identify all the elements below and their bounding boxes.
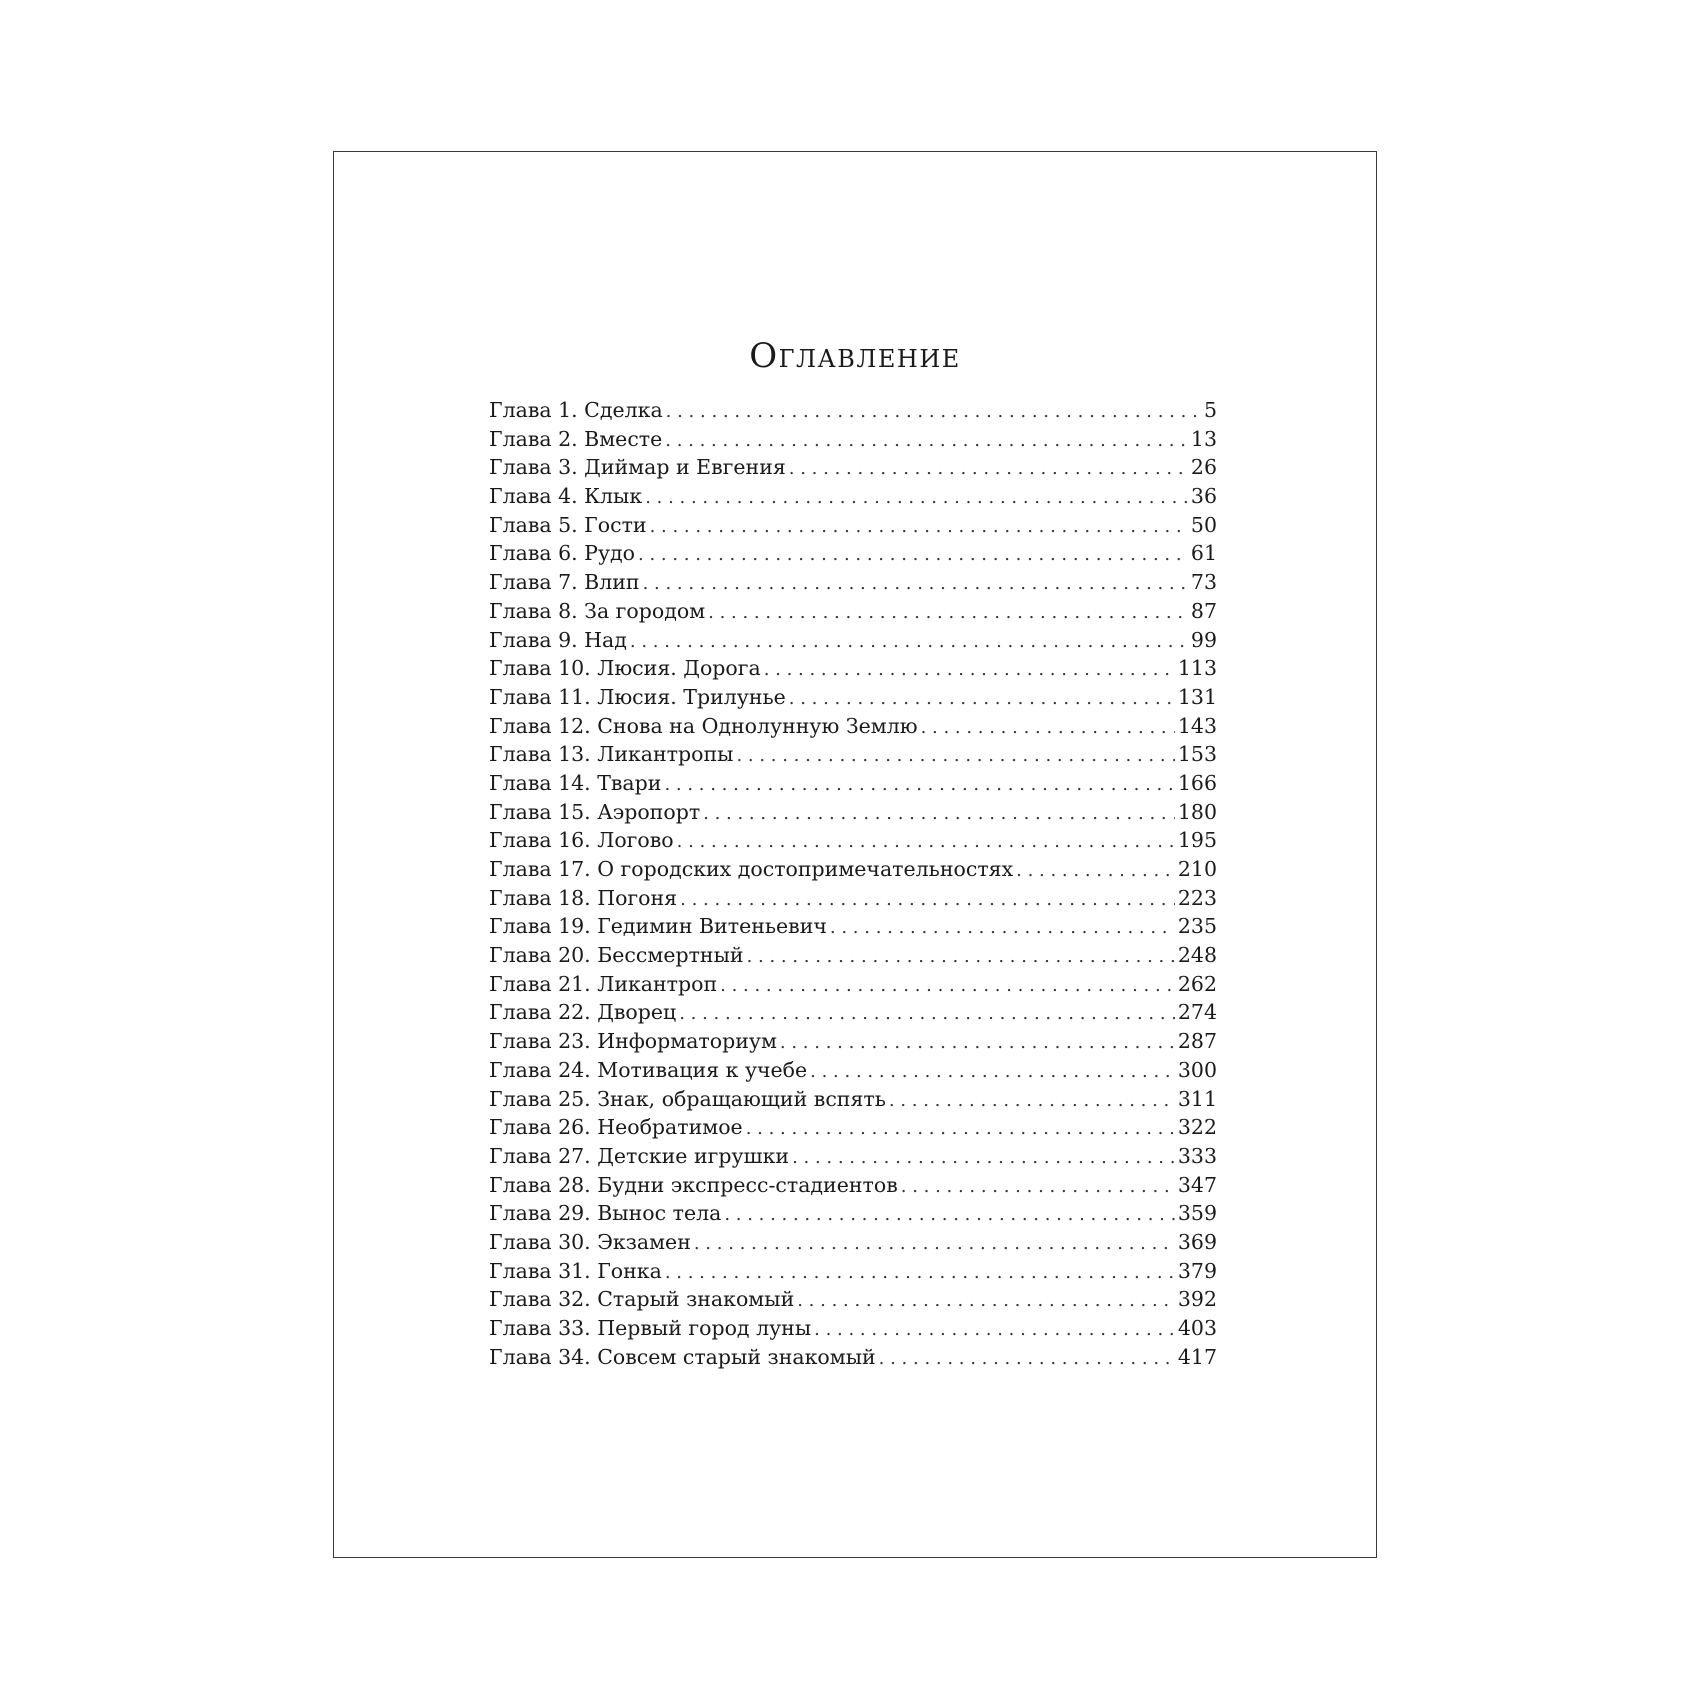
toc-entry-title: Глава 12. Снова на Однолунную Землю (489, 713, 918, 738)
toc-entry-page-number: 262 (1177, 971, 1217, 996)
toc-dot-leader (789, 458, 1188, 479)
toc-entry-title: Глава 15. Аэропорт (489, 799, 701, 824)
toc-entry (489, 742, 1217, 771)
toc-entry-title: Глава 10. Люсия. Дорога (489, 656, 761, 681)
toc-entry-title: Глава 27. Детские игрушки (489, 1143, 790, 1168)
toc-entry (489, 656, 1217, 685)
toc-entry (489, 1230, 1217, 1259)
toc-entry-page-number: 359 (1177, 1201, 1217, 1226)
toc-entry (489, 1029, 1217, 1058)
toc-entry-page-number: 13 (1190, 426, 1217, 451)
toc-entry-page-number: 5 (1203, 398, 1217, 422)
toc-entry (489, 455, 1217, 484)
toc-entry-page-number: 195 (1177, 828, 1217, 853)
toc-entry-title: Глава 29. Вынос тела (489, 1201, 722, 1226)
toc-entry (489, 1087, 1217, 1116)
toc-entry-page-number: 417 (1177, 1344, 1217, 1369)
toc-dot-leader (780, 1032, 1175, 1053)
toc-entry (489, 714, 1217, 743)
toc-dot-leader (650, 516, 1188, 537)
toc-dot-leader (746, 1118, 1175, 1139)
toc-entry-title: Глава 23. Информаториум (489, 1029, 777, 1054)
toc-entry-page-number: 403 (1177, 1316, 1217, 1340)
toc-dot-leader (879, 1348, 1175, 1369)
toc-entry-page-number: 274 (1177, 1000, 1217, 1025)
toc-dot-leader (645, 487, 1188, 508)
book-page (333, 151, 1377, 1558)
toc-dot-leader (679, 1003, 1175, 1024)
toc-entry-title: Глава 7. Влип (489, 570, 640, 595)
toc-entry (489, 800, 1217, 829)
toc-entry (489, 484, 1217, 513)
toc-entry-page-number: 143 (1177, 713, 1217, 738)
toc-entry-page-number: 210 (1177, 857, 1217, 881)
toc-entry-title: Глава 5. Гости (489, 512, 647, 537)
toc-entry (489, 828, 1217, 857)
toc-dot-leader (630, 631, 1188, 652)
toc-entry-title: Глава 1. Сделка (489, 398, 663, 422)
toc-dot-leader (664, 774, 1174, 795)
toc-entry (489, 857, 1217, 886)
toc-entry (489, 1201, 1217, 1230)
toc-entry (489, 1000, 1217, 1029)
toc-entry-title: Глава 4. Клык (489, 484, 643, 509)
toc-entry-page-number: 322 (1177, 1115, 1217, 1140)
toc-dot-leader (720, 975, 1175, 996)
toc-dot-leader (694, 1233, 1175, 1254)
toc-entry-title: Глава 22. Дворец (489, 1000, 677, 1025)
toc-entry-page-number: 26 (1190, 455, 1217, 480)
toc-dot-leader (665, 430, 1188, 451)
toc-entry-page-number: 287 (1177, 1029, 1217, 1054)
toc-entry-title: Глава 20. Бессмертный (489, 943, 744, 968)
page-title: Оглавление (749, 336, 961, 376)
toc-entry-title: Глава 26. Необратимое (489, 1115, 743, 1140)
toc-entry-title: Глава 33. Первый город луны (489, 1316, 812, 1340)
toc-dot-leader (703, 803, 1175, 824)
toc-entry-title: Глава 8. За городом (489, 598, 706, 623)
table-of-contents (489, 398, 1217, 1373)
toc-entry (489, 628, 1217, 657)
toc-entry (489, 972, 1217, 1001)
toc-entry-title: Глава 32. Старый знакомый (489, 1287, 795, 1312)
toc-entry (489, 1316, 1217, 1345)
toc-dot-leader (889, 1090, 1175, 1111)
toc-dot-leader (764, 659, 1175, 680)
toc-entry-page-number: 166 (1177, 770, 1217, 795)
toc-dot-leader (792, 1147, 1175, 1168)
toc-dot-leader (638, 544, 1188, 565)
toc-dot-leader (665, 1262, 1175, 1283)
toc-entry-page-number: 99 (1190, 627, 1217, 652)
toc-entry (489, 398, 1217, 427)
toc-entry (489, 1058, 1217, 1087)
toc-dot-leader (789, 688, 1175, 709)
toc-entry-page-number: 223 (1177, 885, 1217, 910)
toc-dot-leader (708, 602, 1188, 623)
toc-entry (489, 1345, 1217, 1374)
toc-entry-title: Глава 14. Твари (489, 770, 662, 795)
toc-entry (489, 599, 1217, 628)
toc-dot-leader (1016, 860, 1175, 881)
toc-entry-title: Глава 19. Гедимин Витеньевич (489, 914, 827, 939)
toc-dot-leader (797, 1290, 1175, 1311)
toc-entry (489, 513, 1217, 542)
toc-entry-title: Глава 13. Ликантропы (489, 742, 734, 767)
toc-entry (489, 1287, 1217, 1316)
toc-entry-title: Глава 24. Мотивация к учебе (489, 1057, 808, 1082)
toc-entry-page-number: 300 (1177, 1057, 1217, 1082)
toc-entry-title: Глава 9. Над (489, 627, 627, 652)
toc-entry-page-number: 369 (1177, 1229, 1217, 1254)
toc-entry-title: Глава 25. Знак, обращающий вспять (489, 1086, 886, 1111)
toc-entry-title: Глава 18. Погоня (489, 885, 678, 910)
toc-entry (489, 771, 1217, 800)
toc-entry-title: Глава 6. Рудо (489, 541, 635, 566)
toc-entry-page-number: 347 (1177, 1172, 1217, 1197)
toc-entry (489, 570, 1217, 599)
toc-entry-page-number: 153 (1177, 742, 1217, 767)
toc-dot-leader (810, 1061, 1175, 1082)
toc-entry-page-number: 61 (1190, 541, 1217, 566)
toc-entry-title: Глава 21. Ликантроп (489, 971, 718, 996)
toc-entry-page-number: 87 (1190, 598, 1217, 623)
toc-entry-page-number: 379 (1177, 1258, 1217, 1283)
toc-entry-title: Глава 34. Совсем старый знакомый (489, 1344, 876, 1369)
toc-entry-title: Глава 30. Экзамен (489, 1229, 691, 1254)
toc-entry-page-number: 248 (1177, 943, 1217, 968)
toc-dot-leader (747, 946, 1175, 967)
toc-entry (489, 1173, 1217, 1202)
toc-dot-leader (643, 573, 1188, 594)
toc-entry (489, 541, 1217, 570)
toc-entry (489, 886, 1217, 915)
toc-entry-title: Глава 3. Диймар и Евгения (489, 455, 786, 480)
toc-entry (489, 685, 1217, 714)
toc-entry-page-number: 113 (1177, 656, 1217, 681)
toc-entry-title: Глава 28. Будни экспресс-стадиентов (489, 1172, 898, 1197)
toc-dot-leader (736, 745, 1174, 766)
toc-dot-leader (901, 1176, 1175, 1197)
toc-entry-page-number: 73 (1190, 570, 1217, 595)
toc-entry (489, 943, 1217, 972)
toc-entry-page-number: 131 (1177, 684, 1217, 709)
toc-dot-leader (921, 717, 1175, 738)
toc-entry-title: Глава 2. Вместе (489, 426, 663, 451)
toc-entry-page-number: 36 (1190, 484, 1217, 509)
toc-dot-leader (724, 1204, 1175, 1225)
toc-entry-page-number: 235 (1177, 914, 1217, 939)
toc-entry-title: Глава 11. Люсия. Трилунье (489, 684, 786, 709)
toc-dot-leader (814, 1319, 1175, 1340)
toc-entry (489, 427, 1217, 456)
toc-entry-title: Глава 16. Логово (489, 828, 674, 853)
toc-dot-leader (830, 917, 1175, 938)
toc-entry-title: Глава 17. О городских достопримечательностях (489, 857, 1014, 881)
toc-entry (489, 1144, 1217, 1173)
toc-dot-leader (666, 401, 1201, 422)
toc-entry-title: Глава 31. Гонка (489, 1258, 662, 1283)
toc-entry-page-number: 180 (1177, 799, 1217, 824)
toc-entry-page-number: 333 (1177, 1143, 1217, 1168)
toc-dot-leader (677, 831, 1175, 852)
toc-entry (489, 1115, 1217, 1144)
toc-entry-page-number: 392 (1177, 1287, 1217, 1312)
toc-entry-page-number: 50 (1190, 512, 1217, 537)
toc-entry (489, 914, 1217, 943)
toc-dot-leader (680, 889, 1175, 910)
toc-entry-page-number: 311 (1177, 1086, 1217, 1111)
toc-entry (489, 1259, 1217, 1288)
